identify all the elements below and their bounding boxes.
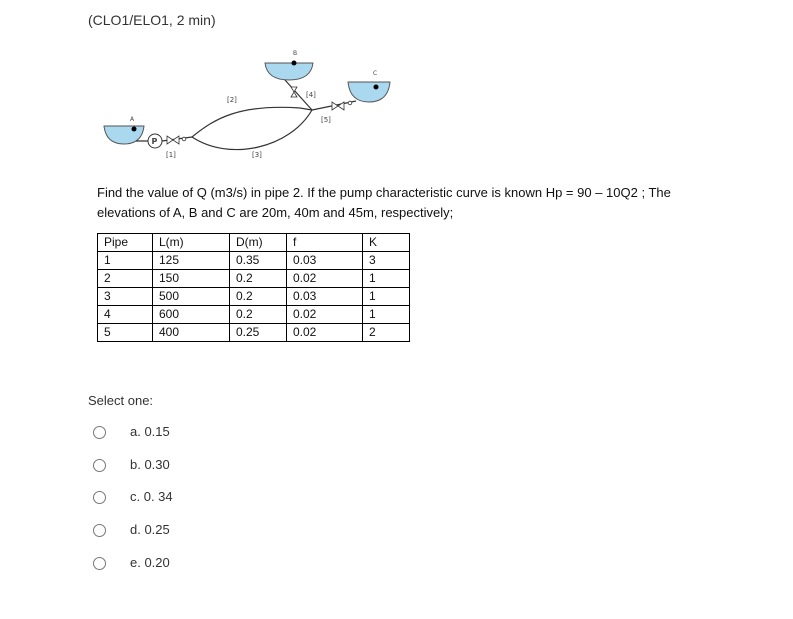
pump-icon <box>148 134 162 148</box>
answer-option-label[interactable]: e. 0.20 <box>130 555 170 570</box>
reservoir-c <box>348 70 390 102</box>
answer-option-label[interactable]: b. 0.30 <box>130 457 170 472</box>
valve-icon <box>332 102 344 110</box>
table-cell: 400 <box>153 324 230 342</box>
pipe-label-1: [1] <box>166 151 176 159</box>
table-cell: 0.03 <box>287 288 363 306</box>
table-cell: 0.2 <box>230 288 287 306</box>
select-one-prompt: Select one: <box>88 393 154 408</box>
table-cell: 1 <box>363 306 410 324</box>
pipe-label-3: [3] <box>252 151 262 159</box>
answer-option-label[interactable]: d. 0.25 <box>130 522 170 537</box>
reservoir-b <box>265 50 313 80</box>
question-line-2: elevations of A, B and C are 20m, 40m and 45m, respectively; <box>97 205 454 220</box>
reservoir-b-label: B <box>293 50 298 57</box>
table-header-cell: D(m) <box>230 234 287 252</box>
fitting-icon <box>182 137 186 141</box>
table-cell: 4 <box>98 306 153 324</box>
table-header-cell: f <box>287 234 363 252</box>
table-row <box>98 252 410 270</box>
radio-button[interactable] <box>93 524 106 537</box>
reservoir-c-label: C <box>373 70 378 77</box>
answer-option-label[interactable]: a. 0.15 <box>130 424 170 439</box>
radio-button[interactable] <box>93 491 106 504</box>
table-header-cell: K <box>363 234 410 252</box>
table-cell: 0.03 <box>287 252 363 270</box>
table-cell: 0.2 <box>230 306 287 324</box>
question-text <box>97 183 717 223</box>
pipe-data-table <box>97 233 410 342</box>
radio-button[interactable] <box>93 426 106 439</box>
pipe-label-5: [5] <box>321 116 331 124</box>
table-cell: 0.02 <box>287 270 363 288</box>
table-cell: 1 <box>98 252 153 270</box>
pipe-2 <box>192 107 312 137</box>
question-line-1: Find the value of Q (m3/s) in pipe 2. If the pump characteristic curve is known Hp = 90 – 10Q2 ; The <box>97 185 671 200</box>
table-header-cell: Pipe <box>98 234 153 252</box>
table-row <box>98 288 410 306</box>
table-row <box>98 306 410 324</box>
table-cell: 0.02 <box>287 324 363 342</box>
table-header-cell: L(m) <box>153 234 230 252</box>
radio-button[interactable] <box>93 557 106 570</box>
table-cell: 600 <box>153 306 230 324</box>
pipe-label-2: [2] <box>227 96 237 104</box>
table-cell: 1 <box>363 270 410 288</box>
question-header: (CLO1/ELO1, 2 min) <box>88 12 216 28</box>
table-header-row <box>98 234 410 252</box>
table-cell: 0.25 <box>230 324 287 342</box>
table-cell: 0.35 <box>230 252 287 270</box>
pipe-network-diagram <box>90 40 410 170</box>
table-cell: 5 <box>98 324 153 342</box>
table-cell: 3 <box>98 288 153 306</box>
pump-label: P <box>151 137 158 146</box>
table-row <box>98 324 410 342</box>
table-row <box>98 270 410 288</box>
table-cell: 2 <box>98 270 153 288</box>
valve-icon <box>167 136 179 144</box>
reservoir-a-label: A <box>130 116 135 123</box>
reservoir-a <box>104 116 144 144</box>
fitting-icon <box>348 101 352 105</box>
table-cell: 0.02 <box>287 306 363 324</box>
pipe-label-4: [4] <box>306 91 316 99</box>
pipe-3 <box>192 110 312 150</box>
table-cell: 500 <box>153 288 230 306</box>
table-cell: 0.2 <box>230 270 287 288</box>
answer-option-label[interactable]: c. 0. 34 <box>130 489 173 504</box>
table-cell: 150 <box>153 270 230 288</box>
table-cell: 125 <box>153 252 230 270</box>
table-cell: 1 <box>363 288 410 306</box>
radio-button[interactable] <box>93 459 106 472</box>
table-cell: 3 <box>363 252 410 270</box>
table-cell: 2 <box>363 324 410 342</box>
